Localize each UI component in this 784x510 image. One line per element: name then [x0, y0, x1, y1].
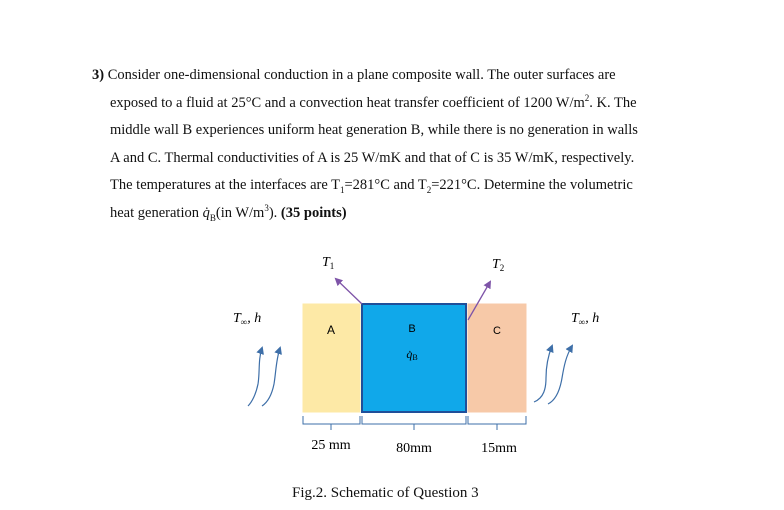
wall-a-label: A — [326, 323, 336, 337]
wall-b-q-label: q̇B — [406, 347, 418, 362]
wall-a — [303, 304, 360, 412]
tinf-left-label: $T_\infty$, h — [233, 311, 262, 327]
problem-text-5a: The temperatures at the interfaces are T — [110, 177, 340, 194]
wall-c-label: C — [493, 325, 501, 337]
dim-c-label: 15mm — [481, 441, 517, 456]
brace-c — [468, 416, 526, 430]
problem-text-6c: ). — [268, 204, 281, 221]
t1-arrow — [336, 279, 362, 304]
problem-text-5c: =221°C. Determine the volumetric — [431, 177, 633, 194]
problem-sub-5a: 1 — [340, 185, 345, 196]
flow-arrow-right-1 — [534, 346, 552, 402]
problem-q-symbol: q̇ — [202, 204, 210, 221]
problem-text-6b: (in W/m — [215, 204, 265, 221]
problem-sub-5b: 2 — [426, 185, 432, 196]
problem-text-4: A and C. Thermal conductivities of A is 25 W/mK and that of C is 35 W/mK, respectively. — [110, 149, 635, 166]
problem-text-2b: . K. The — [589, 94, 637, 111]
figure-caption: Fig.2. Schematic of Question 3 — [292, 485, 479, 501]
flow-arrow-right-2 — [548, 346, 572, 404]
problem-points: (35 points) — [280, 204, 347, 221]
wall-b-label: B — [408, 323, 416, 335]
problem-q-sub: B — [209, 212, 216, 223]
dim-b-label: 80mm — [396, 441, 432, 456]
problem-text-6a: heat generation — [110, 204, 203, 221]
t2-label: $T_2$ — [492, 257, 505, 273]
brace-a — [303, 416, 360, 430]
problem-number: 3) — [92, 67, 105, 83]
t1-label: $T_1$ — [322, 255, 335, 271]
tinf-right-label: $T_\infty$, h — [571, 311, 600, 327]
flow-arrow-left-2 — [262, 348, 280, 406]
problem-sup-2: 2 — [584, 92, 590, 103]
dim-a-label: 25 mm — [311, 438, 351, 453]
problem-text-3: middle wall B experiences uniform heat generation B, while there is no generation in walls — [110, 122, 638, 139]
wall-c — [468, 304, 526, 412]
problem-sup-6: 3 — [264, 203, 269, 214]
flow-arrow-left-1 — [248, 348, 262, 406]
problem-text-1: Consider one-dimensional conduction in a plane composite wall. The outer surfaces are — [107, 67, 616, 83]
problem-text-5b: =281°C and T — [344, 177, 427, 194]
brace-b — [362, 416, 466, 430]
problem-text-2a: exposed to a fluid at 25°C and a convection heat transfer coefficient of 1200 W/m — [110, 94, 585, 111]
